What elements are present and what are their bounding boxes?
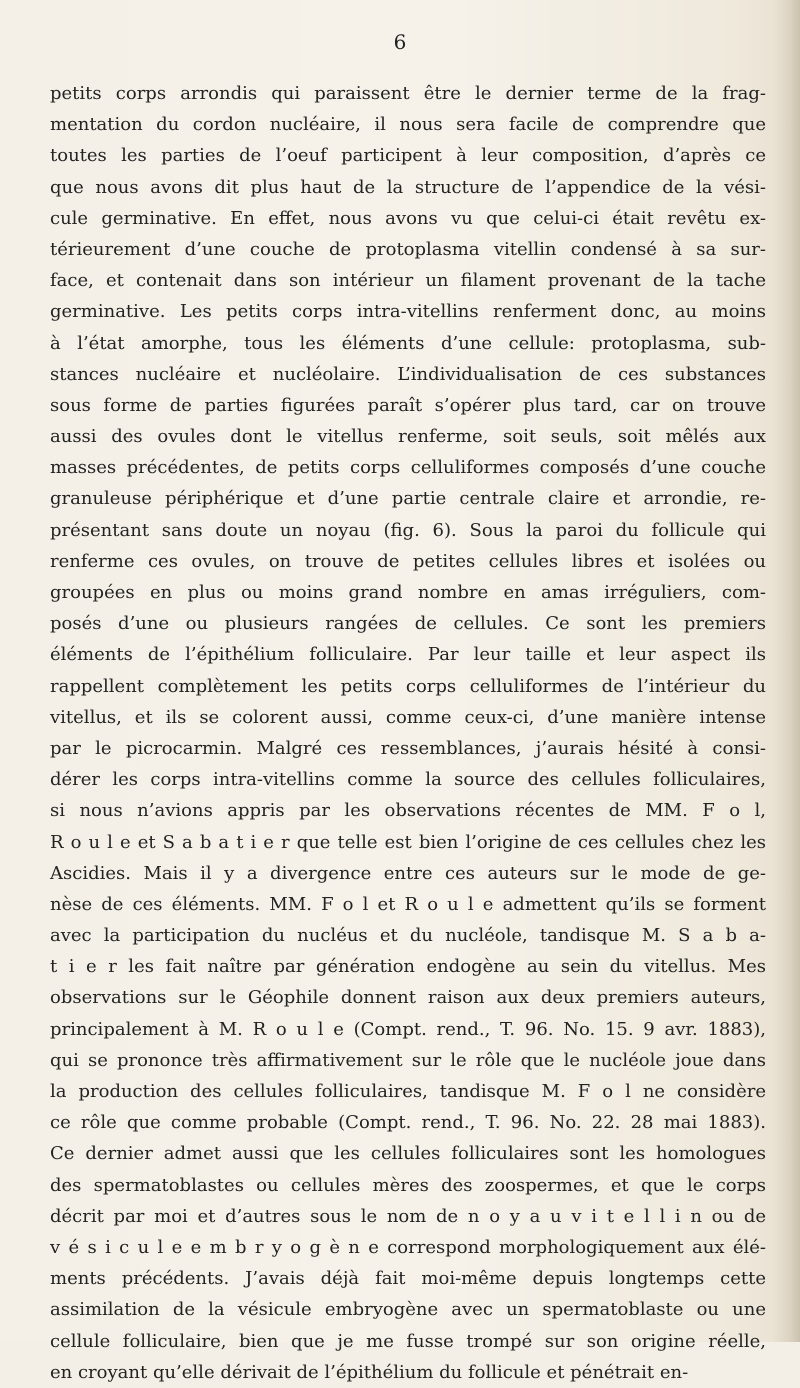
text-line: éléments de l’épithélium folliculaire. Par leur taille et leur aspect ils (50, 644, 766, 666)
text-line: t i e r les fait naître par génération endogène au sein du vitellus. Mes (50, 956, 766, 978)
text-line: observations sur le Géophile donnent raison aux deux premiers auteurs, (50, 987, 766, 1009)
text-line: cellule folliculaire, bien que je me fusse trompé sur son origine réelle, (50, 1330, 766, 1352)
text-line: rappellent complètement les petits corps celluliformes de l’intérieur du (50, 675, 766, 697)
text-line: germinative. Les petits corps intra-vitellins renferment donc, au moins (50, 301, 766, 323)
text-line: groupées en plus ou moins grand nombre en amas irréguliers, com- (50, 582, 766, 603)
text-line: assimilation de la vésicule embryogène avec un spermatoblaste ou une (50, 1299, 766, 1321)
text-line: ce rôle que comme probable (Compt. rend., T. 96. No. 22. 28 mai 1883). (50, 1112, 766, 1134)
text-line: à l’état amorphe, tous les éléments d’une cellule: protoplasma, sub- (50, 332, 766, 354)
page-edge-shadow (772, 0, 800, 1342)
text-line: renferme ces ovules, on trouve de petites cellules libres et isolées ou (50, 550, 766, 572)
text-line: avec la participation du nucléus et du nucléole, tandisque M. S a b a- (50, 925, 766, 947)
text-line: térieurement d’une couche de protoplasma vitellin condensé à sa sur- (50, 238, 766, 260)
text-line: en croyant qu’elle dérivait de l’épithélium du follicule et pénétrait en- (50, 1361, 689, 1383)
text-line: des spermatoblastes ou cellules mères des zoospermes, et que le corps (50, 1174, 766, 1196)
text-line: posés d’une ou plusieurs rangées de cellules. Ce sont les premiers (50, 613, 766, 635)
text-line: Ascidies. Mais il y a divergence entre ces auteurs sur le mode de ge- (50, 862, 766, 884)
text-line: stances nucléaire et nucléolaire. L’individualisation de ces substances (50, 363, 766, 385)
text-line: ments précédents. J’avais déjà fait moi-même depuis longtemps cette (50, 1268, 766, 1290)
text-line: décrit par moi et d’autres sous le nom de n o y a u v i t e l l i n ou de (50, 1205, 766, 1227)
text-line: R o u l e et S a b a t i e r que telle est bien l’origine de ces cellules chez les (50, 831, 766, 853)
text-line: dérer les corps intra-vitellins comme la source des cellules folliculaires, (50, 769, 766, 791)
text-line: nèse de ces éléments. MM. F o l et R o u l e admettent qu’ils se forment (50, 893, 766, 915)
text-line: mentation du cordon nucléaire, il nous sera facile de comprendre que (50, 114, 766, 136)
text-line: si nous n’avions appris par les observations récentes de MM. F o l, (50, 800, 766, 822)
text-line: granuleuse périphérique et d’une partie centrale claire et arrondie, re- (50, 488, 766, 510)
text-line: cule germinative. En effet, nous avons vu que celui-ci était revêtu ex- (50, 207, 766, 229)
text-line: v é s i c u l e e m b r y o g è n e correspond morphologiquement aux élé- (50, 1236, 766, 1258)
text-line: petits corps arrondis qui paraissent être le dernier terme de la frag- (50, 83, 766, 104)
page-number: 6 (393, 30, 407, 54)
text-line: sous forme de parties figurées paraît s’opérer plus tard, car on trouve (50, 394, 766, 416)
text-line: qui se prononce très affirmativement sur le rôle que le nucléole joue dans (50, 1049, 766, 1071)
text-line: toutes les parties de l’oeuf participent à leur composition, d’après ce (50, 145, 766, 167)
text-line: face, et contenait dans son intérieur un filament provenant de la tache (50, 270, 766, 292)
text-line: principalement à M. R o u l e (Compt. rend., T. 96. No. 15. 9 avr. 1883), (50, 1018, 766, 1040)
text-line: vitellus, et ils se colorent aussi, comme ceux-ci, d’une manière intense (50, 706, 766, 728)
page-body-text (50, 78, 766, 1388)
text-line: Ce dernier admet aussi que les cellules folliculaires sont les homologues (50, 1143, 766, 1165)
text-line: que nous avons dit plus haut de la structure de l’appendice de la vési- (50, 176, 766, 198)
text-line: présentant sans doute un noyau (fig. 6). Sous la paroi du follicule qui (50, 519, 766, 541)
text-line: par le picrocarmin. Malgré ces ressemblances, j’aurais hésité à consi- (50, 737, 766, 759)
text-line: aussi des ovules dont le vitellus renferme, soit seuls, soit mêlés aux (50, 426, 766, 448)
text-line: masses précédentes, de petits corps celluliformes composés d’une couche (50, 457, 766, 479)
text-line: la production des cellules folliculaires, tandisque M. F o l ne considère (50, 1081, 766, 1102)
